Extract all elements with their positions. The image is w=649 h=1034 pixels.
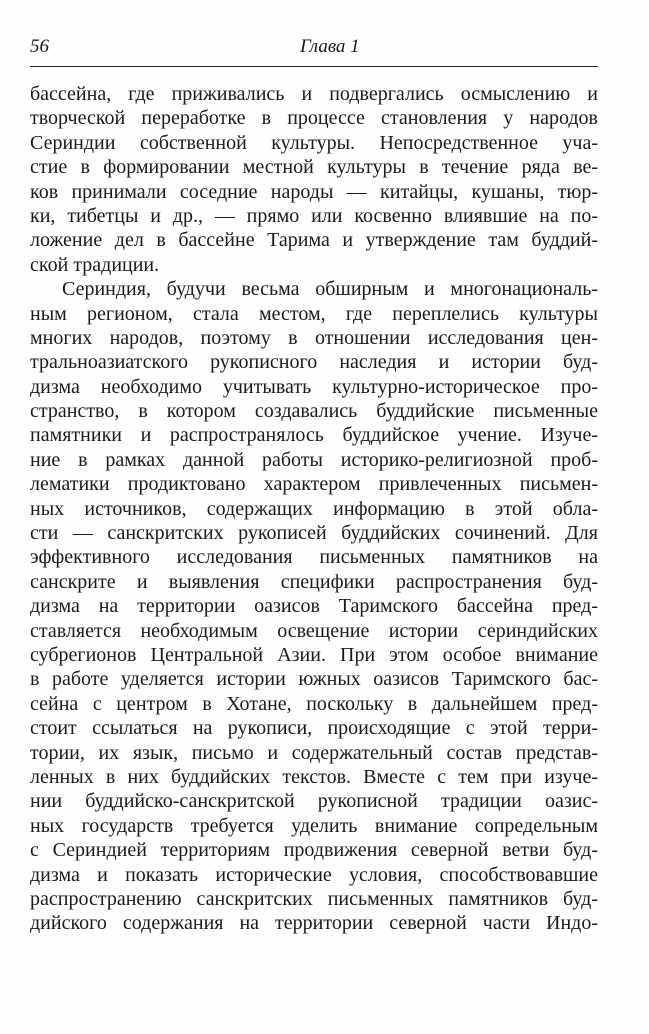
body-text: [30, 82, 598, 936]
text-line: творческой переработке в процессе становления у народов: [30, 107, 598, 130]
text-line: эффективного исследования письменных памятников на: [30, 546, 598, 569]
text-line: тории, их язык, письмо и содержательный состав представ-: [30, 741, 598, 764]
paragraph: [30, 82, 598, 277]
text-line: сейна с центром в Хотане, поскольку в дальнейшем пред-: [30, 692, 598, 715]
running-head: [30, 36, 598, 60]
text-line: в работе уделяется истории южных оазисов Таримского бас-: [30, 668, 598, 691]
text-line: субрегионов Центральной Азии. При этом особое внимание: [30, 643, 598, 666]
text-line: ных государств требуется уделить внимание сопредельным: [30, 814, 598, 837]
text-line: дийского содержания на территории северной части Индо-: [30, 912, 598, 935]
text-line: ской традиции.: [30, 253, 160, 276]
text-line: ных источников, содержащих информацию в этой обла-: [30, 497, 598, 520]
text-line: ленных в них буддийских текстов. Вместе с тем при изуче-: [30, 765, 598, 788]
text-line: дизма необходимо учитывать культурно-историческое про-: [30, 375, 598, 398]
text-line: памятники и распространялось буддийское учение. Изуче-: [30, 424, 598, 447]
text-line: стоит ссылаться на рукописи, происходящие с этой терри-: [30, 717, 598, 740]
text-line: стие в формировании местной культуры в течение ряда ве-: [30, 156, 598, 179]
text-line: ным регионом, стала местом, где переплелись культуры: [30, 302, 598, 325]
text-line: нии буддийско-санскритской рукописной традиции оазис-: [30, 790, 598, 813]
text-line: дизма и показать исторические условия, способствовавшие: [30, 863, 598, 886]
page-number: 56: [30, 36, 49, 57]
text-line: бассейна, где приживались и подвергались осмыслению и: [30, 83, 598, 105]
text-line: ставляется необходимым освещение истории сериндийских: [30, 619, 598, 642]
text-line: санскрите и выявления специфики распространения буд-: [30, 570, 598, 593]
text-line: ков принимали соседние народы — китайцы, кушаны, тюр-: [30, 180, 598, 203]
header-rule: [30, 66, 598, 67]
text-line: странство, в котором создавались буддийские письменные: [30, 400, 598, 423]
text-line: многих народов, поэтому в отношении исследования цен-: [30, 326, 598, 349]
text-line: Сериндии собственной культуры. Непосредственное уча-: [30, 131, 598, 154]
text-line: лематики продиктовано характером привлеченных письмен-: [30, 473, 598, 496]
paragraph: [30, 277, 598, 936]
text-line: с Сериндией территориям продвижения северной ветви буд-: [30, 839, 598, 862]
text-line: ки, тибетцы и др., — прямо или косвенно влиявшие на по-: [30, 204, 598, 227]
text-line: Сериндия, будучи весьма обширным и многонациональ-: [62, 278, 598, 301]
text-line: тральноазиатского рукописного наследия и истории буд-: [30, 351, 598, 374]
text-line: ложение дел в бассейне Тарима и утверждение там буддий-: [30, 229, 598, 252]
text-line: сти — санскритских рукописей буддийских сочинений. Для: [30, 522, 598, 545]
text-line: дизма на территории оазисов Таримского бассейна пред-: [30, 595, 598, 618]
text-line: ние в рамках данной работы историко-религиозной проб-: [30, 448, 598, 471]
chapter-title: Глава 1: [300, 36, 360, 57]
text-line: распространению санскритских письменных памятников буд-: [30, 887, 598, 910]
